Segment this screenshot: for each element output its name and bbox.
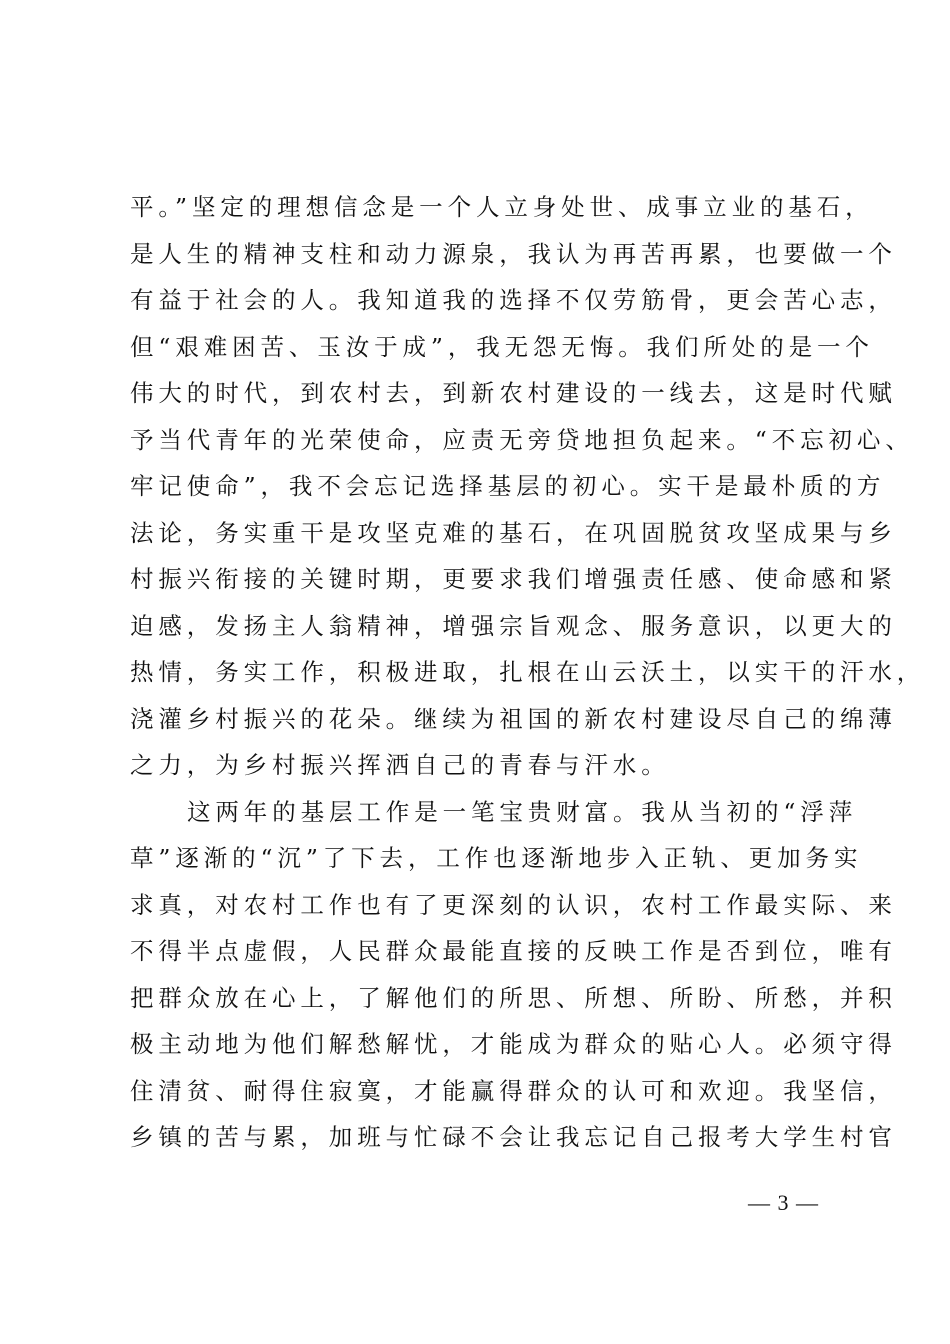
text-line: 村振兴衔接的关键时期，更要求我们增强责任感、使命感和紧 [130, 565, 897, 593]
paragraph-2 [130, 792, 897, 1164]
text-line: 但“艰难困苦、玉汝于成”，我无怨无悔。我们所处的是一个 [130, 332, 874, 361]
text-line: 迫感，发扬主人翁精神，增强宗旨观念、服务意识，以更大的 [130, 611, 897, 640]
text-line: 不得半点虚假，人民群众最能直接的反映工作是否到位，唯有 [130, 937, 897, 965]
text-line: 住清贫、耐得住寂寞，才能赢得群众的认可和欢迎。我坚信， [130, 1076, 897, 1105]
body-text [130, 187, 926, 1164]
text-line: 把群众放在心上，了解他们的所思、所想、所盼、所愁，并积 [130, 983, 897, 1012]
text-line: 有益于社会的人。我知道我的选择不仅劳筋骨，更会苦心志， [130, 286, 897, 314]
text-line: 牢记使命”，我不会忘记选择基层的初心。实干是最朴质的方 [130, 472, 886, 500]
text-line: 予当代青年的光荣使命，应责无旁贷地担负起来。“不忘初心、 [130, 425, 914, 454]
text-line: 热情，务实工作，积极进取，扎根在山云沃土，以实干的汗水， [130, 658, 926, 686]
text-line: 之力，为乡村振兴挥洒自己的青春与汗水。 [130, 751, 670, 779]
text-line: 极主动地为他们解愁解忧，才能成为群众的贴心人。必须守得 [130, 1030, 897, 1058]
text-line: 浇灌乡村振兴的花朵。继续为祖国的新农村建设尽自己的绵薄 [130, 704, 897, 733]
text-line: 草”逐渐的“沉”了下去，工作也逐渐地步入正轨、更加务实 [130, 844, 863, 872]
text-line: 平。”坚定的理想信念是一个人立身处世、成事立业的基石， [130, 193, 874, 221]
page-number: — 3 — [748, 1190, 819, 1215]
text-line: 乡镇的苦与累，加班与忙碌不会让我忘记自己报考大学生村官 [130, 1123, 897, 1151]
text-line: 伟大的时代，到农村去，到新农村建设的一线去，这是时代赋 [130, 379, 897, 407]
text-line: 法论，务实重干是攻坚克难的基石，在巩固脱贫攻坚成果与乡 [130, 518, 897, 547]
text-line: 这两年的基层工作是一笔宝贵财富。我从当初的“浮萍 [187, 797, 858, 826]
paragraph-1 [130, 187, 926, 792]
text-line: 求真，对农村工作也有了更深刻的认识，农村工作最实际、来 [130, 890, 897, 919]
text-line: 是人生的精神支柱和动力源泉，我认为再苦再累，也要做一个 [130, 239, 897, 268]
